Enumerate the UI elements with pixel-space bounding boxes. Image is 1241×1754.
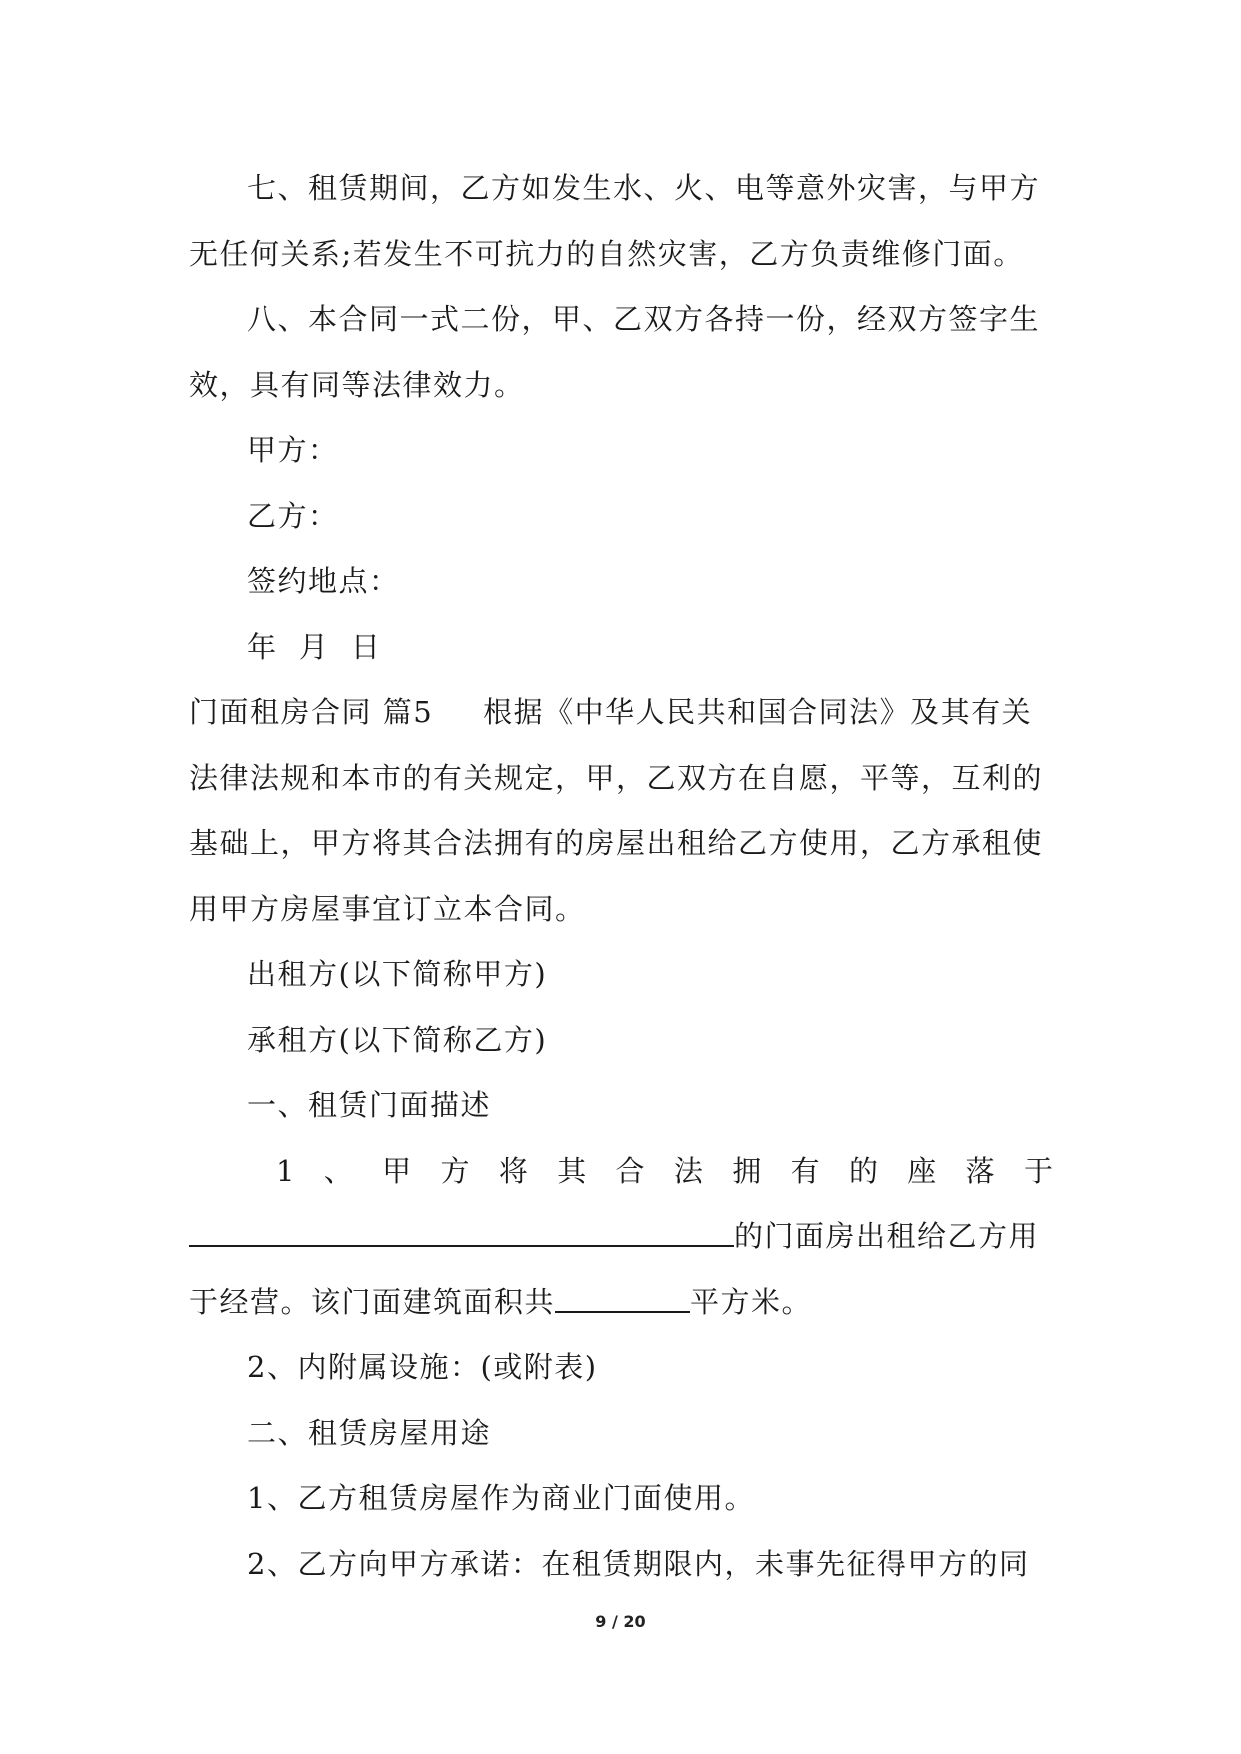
- page-number: 9 / 20: [595, 1612, 646, 1631]
- party-b-signature: 乙方：: [247, 498, 339, 533]
- usage-item-1: 1、乙方租赁房屋作为商业门面使用。: [247, 1481, 755, 1515]
- lessor-line: 出租方(以下简称甲方): [247, 957, 548, 991]
- item-1-line2-text: 的门面房出租给乙方用: [734, 1219, 1040, 1253]
- signing-date: 年 月 日: [247, 629, 382, 664]
- item-1-line1: 1、甲方将其合法拥有的座落于: [276, 1153, 1053, 1188]
- section-two-title: 二、租赁房屋用途: [247, 1415, 492, 1450]
- item-1-line2: [189, 1204, 1053, 1270]
- lessee-line: 承租方(以下简称乙方): [247, 1022, 548, 1057]
- party-a-signature: 甲方：: [247, 433, 339, 467]
- signing-location: 签约地点：: [247, 564, 400, 598]
- item-1-line3-prefix: 于经营。该门面建筑面积共: [189, 1284, 556, 1319]
- item-2-facilities: 2、内附属设施：(或附表): [247, 1350, 598, 1384]
- clause-eight: 八、本合同一式二份，甲、乙双方各持一份，经双方签字生效，具有同等法律效力。: [189, 302, 1041, 402]
- address-blank: [189, 1216, 734, 1247]
- contract-heading: 门面租房合同 篇5: [189, 695, 434, 729]
- item-1-line3-suffix: 平方米。: [690, 1284, 813, 1319]
- contract-intro-paragraph: [189, 680, 1053, 942]
- usage-item-2: 2、乙方向甲方承诺：在租赁期限内，未事先征得甲方的同: [247, 1546, 1030, 1581]
- section-one-title: 一、租赁门面描述: [247, 1088, 492, 1122]
- document-body: [189, 156, 1053, 1597]
- item-1-line3: [189, 1270, 1053, 1336]
- contract-intro-text: 根据《中华人民共和国合同法》及其有关法律法规和本市的有关规定，甲，乙双方在自愿，平等，互利的基础上，甲方将其合法拥有的房屋出租给乙方使用，乙方承租使用甲方房屋事宜订立本合同。: [189, 695, 1044, 926]
- clause-seven: 七、租赁期间，乙方如发生水、火、电等意外灾害，与甲方无任何关系;若发生不可抗力的自然灾害，乙方负责维修门面。: [189, 171, 1041, 271]
- area-blank: [555, 1282, 690, 1313]
